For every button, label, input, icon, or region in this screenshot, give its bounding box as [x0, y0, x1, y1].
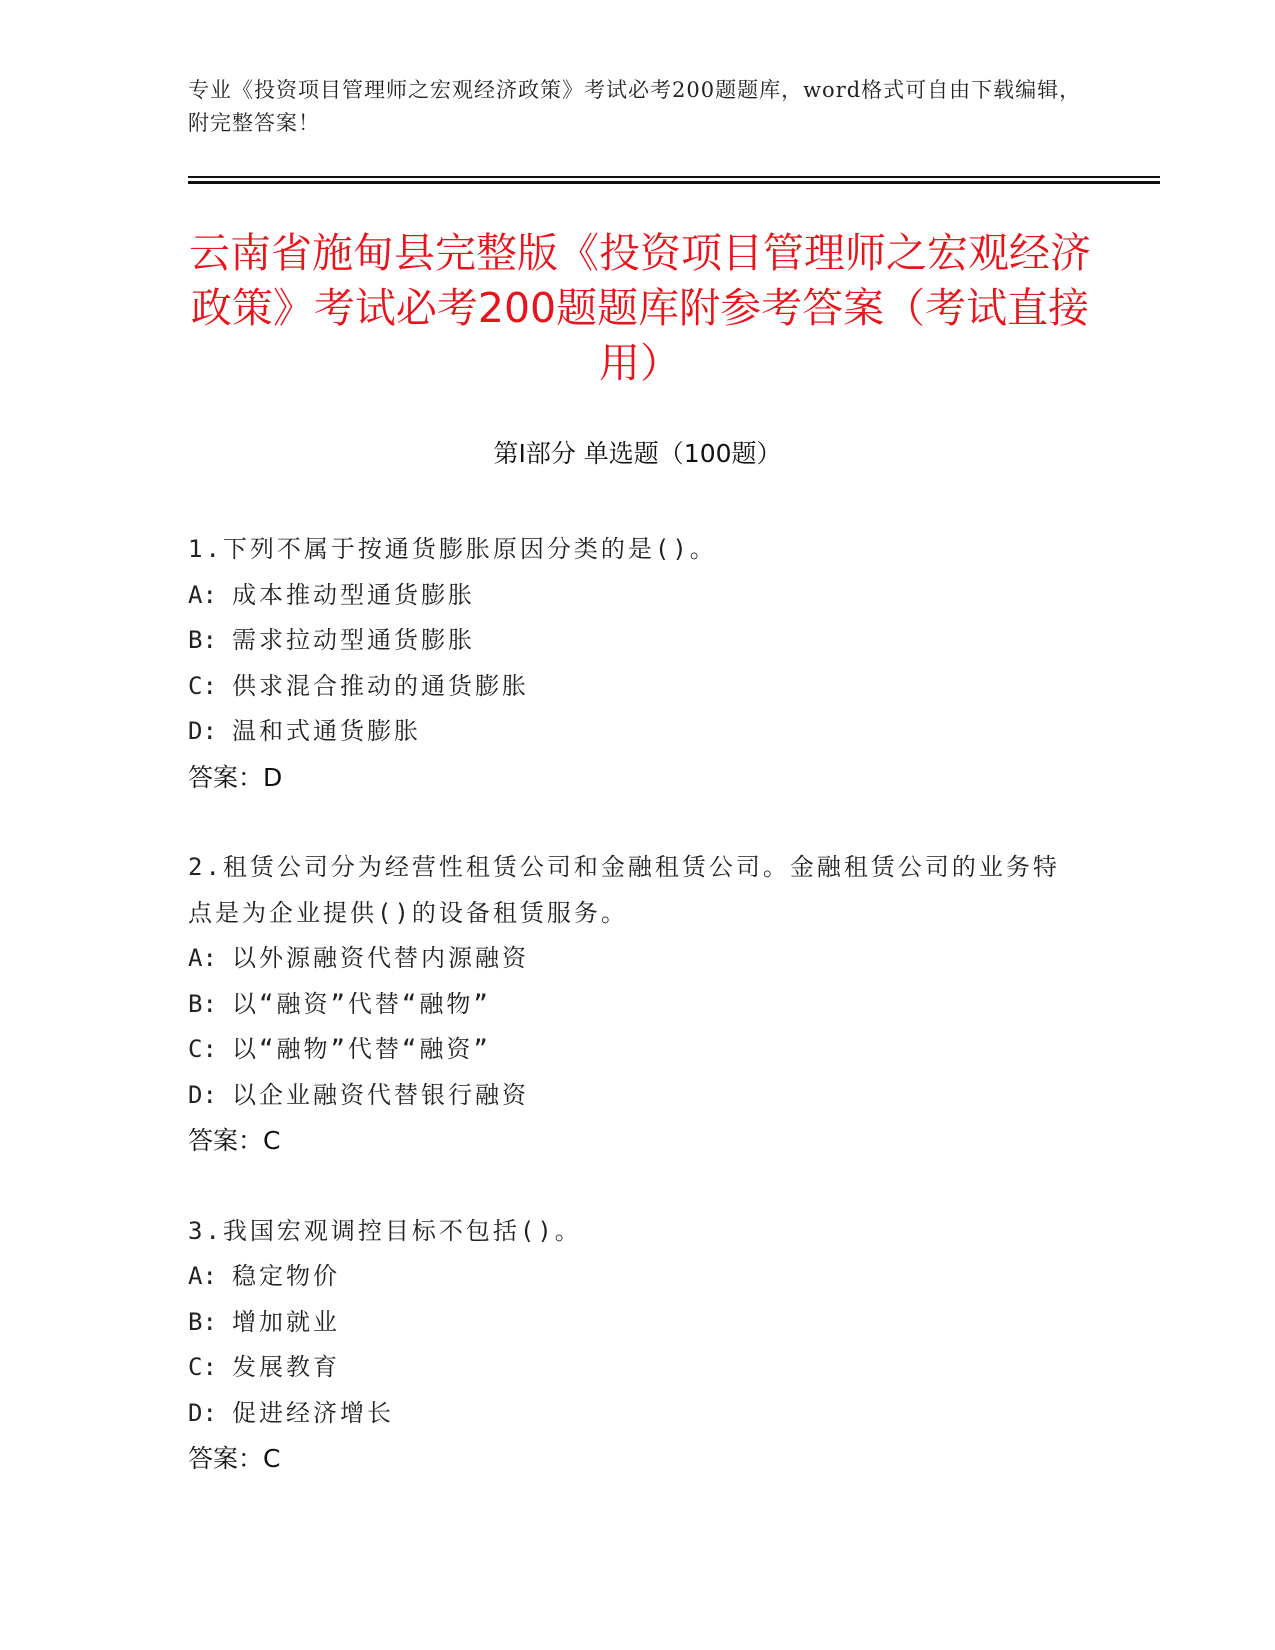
question-1: [188, 527, 1068, 800]
option-letter: A:: [188, 944, 217, 972]
option-a: [188, 573, 1068, 619]
document-title: 云南省施甸县完整版《投资项目管理师之宏观经济政策》考试必考200题题库附参考答案（考试直接用）: [189, 229, 1091, 387]
question-list: [188, 527, 1068, 1527]
option-b: [188, 982, 1068, 1028]
option-text: 促进经济增长: [232, 1398, 394, 1427]
option-text: 温和式通货膨胀: [232, 717, 421, 745]
option-text: 以外源融资代替内源融资: [232, 944, 529, 972]
option-c: [188, 1027, 1068, 1073]
question-2: [188, 845, 1068, 1164]
option-letter: B:: [188, 989, 217, 1018]
header-note: 专业《投资项目管理师之宏观经济政策》考试必考200题题库，word格式可自由下载编辑，附完整答案！: [188, 78, 1082, 135]
option-d: [188, 709, 1068, 755]
header-divider-thin: [188, 176, 1160, 178]
option-letter: D:: [188, 1398, 217, 1427]
answer-line: 答案：D: [188, 762, 283, 792]
question-3: [188, 1209, 1068, 1482]
option-letter: D:: [188, 1080, 217, 1109]
option-letter: A:: [188, 580, 217, 609]
option-a: [188, 936, 1068, 982]
question-text: 1.下列不属于按通货膨胀原因分类的是()。: [188, 535, 717, 563]
option-b: [188, 618, 1068, 664]
option-d: [188, 1073, 1068, 1119]
question-text: 2.租赁公司分为经营性租赁公司和金融租赁公司。金融租赁公司的业务特点是为企业提供()的设备租赁服务。: [188, 853, 1060, 927]
option-d: [188, 1391, 1068, 1437]
header-divider-thick: [188, 181, 1160, 184]
option-text: 以“融资”代替“融物”: [232, 989, 491, 1018]
option-letter: C:: [188, 671, 217, 700]
option-letter: D:: [188, 717, 217, 745]
option-text: 需求拉动型通货膨胀: [232, 626, 475, 654]
option-text: 供求混合推动的通货膨胀: [232, 671, 529, 700]
question-text: 3.我国宏观调控目标不包括()。: [188, 1216, 582, 1245]
option-text: 以企业融资代替银行融资: [232, 1080, 529, 1109]
option-text: 以“融物”代替“融资”: [232, 1035, 491, 1063]
answer-line: 答案：C: [188, 1444, 281, 1473]
option-letter: B:: [188, 1307, 217, 1336]
option-letter: A:: [188, 1262, 217, 1290]
option-a: [188, 1254, 1068, 1300]
option-text: 增加就业: [232, 1307, 340, 1336]
option-letter: C:: [188, 1353, 217, 1381]
option-b: [188, 1300, 1068, 1346]
option-text: 稳定物价: [232, 1262, 340, 1290]
option-letter: C:: [188, 1035, 217, 1063]
option-text: 发展教育: [232, 1353, 340, 1381]
option-c: [188, 664, 1068, 710]
option-c: [188, 1345, 1068, 1391]
option-text: 成本推动型通货膨胀: [232, 580, 475, 609]
answer-line: 答案：C: [188, 1126, 281, 1155]
section-heading: 第Ⅰ部分 单选题（100题）: [493, 439, 782, 468]
option-letter: B:: [188, 626, 217, 654]
